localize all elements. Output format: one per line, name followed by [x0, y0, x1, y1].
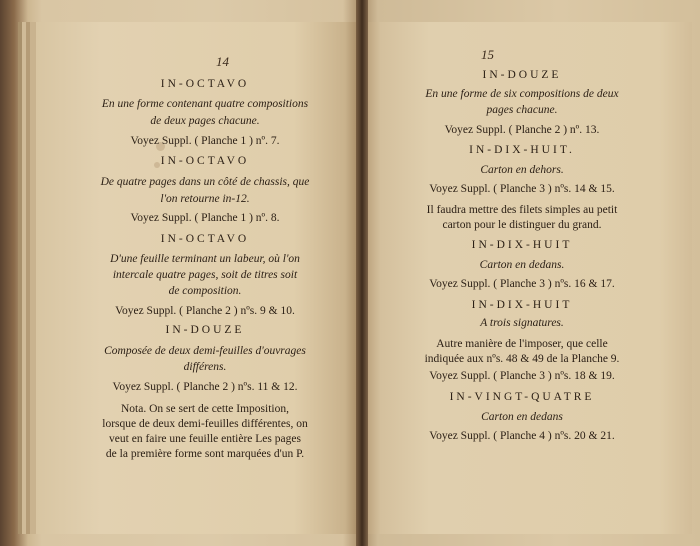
section-heading: IN-OCTAVO [160, 233, 250, 245]
note-line: Nota. On se sert de cette Imposition, [121, 403, 289, 415]
section-heading: IN-OCTAVO [160, 155, 250, 167]
section-heading: IN-VINGT-QUATRE [449, 391, 595, 403]
note-line: veut en faire une feuille entière Les pages [109, 433, 301, 445]
description-line: Carton en dedans. [479, 259, 565, 271]
description-line: l'on retourne in-12. [160, 193, 250, 205]
description-line: de composition. [168, 285, 242, 297]
reference-line: Voyez Suppl. ( Planche 4 ) nºs. 20 & 21. [429, 430, 615, 442]
reference-line: Voyez Suppl. ( Planche 2 ) nºs. 9 & 10. [115, 305, 295, 317]
book-spine [356, 0, 368, 546]
description-line: intercale quatre pages, soit de titres soit [112, 269, 298, 281]
body-line: carton pour le distinguer du grand. [442, 219, 602, 231]
section-heading: IN-DIX-HUIT. [469, 144, 575, 156]
reference-line: Voyez Suppl. ( Planche 1 ) nº. 7. [130, 135, 280, 147]
reference-line: Voyez Suppl. ( Planche 3 ) nºs. 16 & 17. [429, 278, 615, 290]
section-heading: IN-DIX-HUIT [471, 299, 573, 311]
description-line: En une forme contenant quatre compositions [101, 98, 309, 110]
description-line: D'une feuille terminant un labeur, où l'on [110, 253, 300, 265]
section-heading: IN-DOUZE [482, 69, 562, 81]
left-page-number: 14 [216, 54, 229, 69]
reference-line: Voyez Suppl. ( Planche 2 ) nº. 13. [444, 124, 600, 136]
description-line: pages chacune. [486, 104, 558, 116]
reference-line: Voyez Suppl. ( Planche 3 ) nºs. 18 & 19. [429, 370, 615, 382]
description-line: De quatre pages dans un côté de chassis, que [100, 176, 310, 188]
right-page-number: 15 [481, 47, 494, 62]
note-line: de la première forme sont marquées d'un P. [105, 448, 305, 460]
reference-line: Voyez Suppl. ( Planche 2 ) nºs. 11 & 12. [112, 381, 298, 393]
section-heading: IN-DIX-HUIT [471, 239, 573, 251]
description-line: Carton en dehors. [480, 164, 564, 176]
body-line: indiquée aux nºs. 48 & 49 de la Planche 9. [424, 353, 620, 365]
section-heading: IN-OCTAVO [160, 78, 250, 90]
description-line: Composée de deux demi-feuilles d'ouvrages [104, 345, 306, 357]
body-line: Il faudra mettre des filets simples au petit [426, 204, 618, 216]
reference-line: Voyez Suppl. ( Planche 1 ) nº. 8. [130, 212, 280, 224]
section-heading: IN-DOUZE [165, 324, 245, 336]
note-line: lorsque de deux demi-feuilles différentes, on [102, 418, 308, 430]
description-line: différens. [183, 361, 227, 373]
description-line: En une forme de six compositions de deux [425, 88, 619, 100]
description-line: Carton en dedans [481, 411, 563, 423]
description-line: de deux pages chacune. [150, 115, 260, 127]
description-line: A trois signatures. [480, 317, 564, 329]
body-line: Autre manière de l'imposer, que celle [436, 338, 608, 350]
reference-line: Voyez Suppl. ( Planche 3 ) nºs. 14 & 15. [429, 183, 615, 195]
